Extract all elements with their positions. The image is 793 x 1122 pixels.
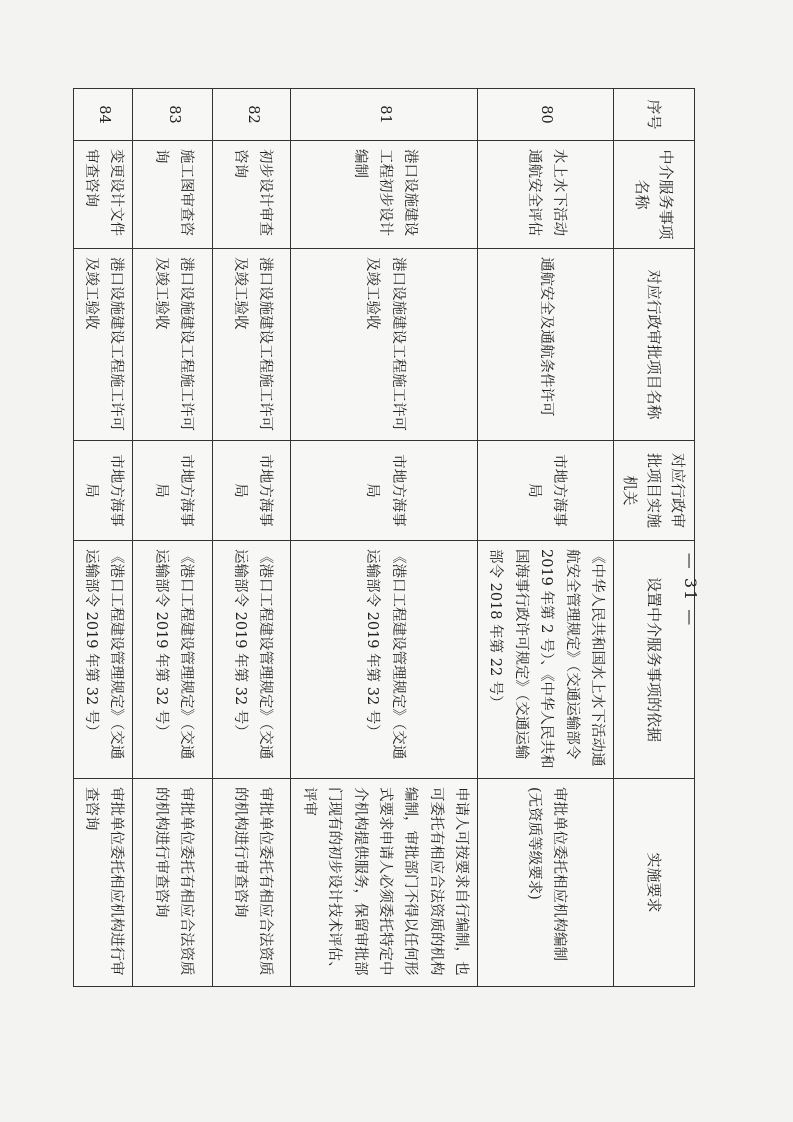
row-service: 变更设计文件审查咨询 — [73, 141, 133, 249]
header-agency: 对应行政审批项目实施机关 — [614, 441, 695, 541]
row-no: 80 — [478, 89, 614, 141]
row-requirement: 审批单位委托相应机构编制(无资质等级要求) — [478, 779, 614, 987]
header-service: 中介服务事项名称 — [614, 141, 695, 249]
header-basis: 设置中介服务事项的依据 — [614, 541, 695, 779]
row-agency: 市地方海事局 — [291, 441, 478, 541]
intermediary-services-table — [73, 88, 695, 987]
row-service: 水上水下活动通航安全评估 — [478, 141, 614, 249]
header-requirement: 实施要求 — [614, 779, 695, 987]
row-no: 82 — [213, 89, 291, 141]
page-number: — 31 — — [681, 552, 700, 628]
row-service: 初步设计审查咨询 — [213, 141, 291, 249]
row-agency: 市地方海事局 — [133, 441, 213, 541]
row-basis: 《港口工程建设管理规定》（交通运输部令 2019 年第 32 号） — [213, 541, 291, 779]
header-no: 序号 — [614, 89, 695, 141]
row-approval: 港口设施建设工程施工许可及竣工验收 — [291, 249, 478, 441]
row-service: 港口设施建设工程初步设计编制 — [291, 141, 478, 249]
row-requirement: 审批单位委托有相应合法资质的机构进行审查咨询 — [213, 779, 291, 987]
row-approval: 港口设施建设工程施工许可及竣工验收 — [73, 249, 133, 441]
row-requirement: 申请人可按要求自行编制，也可委托有相应合法资质的机构编制，审批部门不得以任何形式要求申请人必须委托特定中介机构提供服务，保留审批部门现有的初步设计技术评估、评审 — [291, 779, 478, 987]
row-agency: 市地方海事局 — [73, 441, 133, 541]
row-no: 81 — [291, 89, 478, 141]
row-no: 84 — [73, 89, 133, 141]
table-row — [291, 89, 478, 987]
row-approval: 港口设施建设工程施工许可及竣工验收 — [213, 249, 291, 441]
row-basis: 《中华人民共和国水上水下活动通航安全管理规定》（交通运输部令 2019 年第 2 号）、《中华人民共和国海事行政许可规定》（交通运输部令 2018 年第 22 号） — [478, 541, 614, 779]
table-row — [73, 89, 133, 987]
table-row — [133, 89, 213, 987]
row-service: 施工图审查咨询 — [133, 141, 213, 249]
row-requirement: 审批单位委托有相应合法资质的机构进行审查咨询 — [133, 779, 213, 987]
table-row — [213, 89, 291, 987]
table-row — [478, 89, 614, 987]
row-basis: 《港口工程建设管理规定》（交通运输部令 2019 年第 32 号） — [291, 541, 478, 779]
rotated-table-container — [83, 88, 695, 986]
row-basis: 《港口工程建设管理规定》（交通运输部令 2019 年第 32 号） — [133, 541, 213, 779]
row-approval: 通航安全及通航条件许可 — [478, 249, 614, 441]
row-approval: 港口设施建设工程施工许可及竣工验收 — [133, 249, 213, 441]
row-agency: 市地方海事局 — [478, 441, 614, 541]
row-basis: 《港口工程建设管理规定》（交通运输部令 2019 年第 32 号） — [73, 541, 133, 779]
row-no: 83 — [133, 89, 213, 141]
row-agency: 市地方海事局 — [213, 441, 291, 541]
row-requirement: 审批单位委托相应机构进行审查咨询 — [73, 779, 133, 987]
header-approval: 对应行政审批项目名称 — [614, 249, 695, 441]
